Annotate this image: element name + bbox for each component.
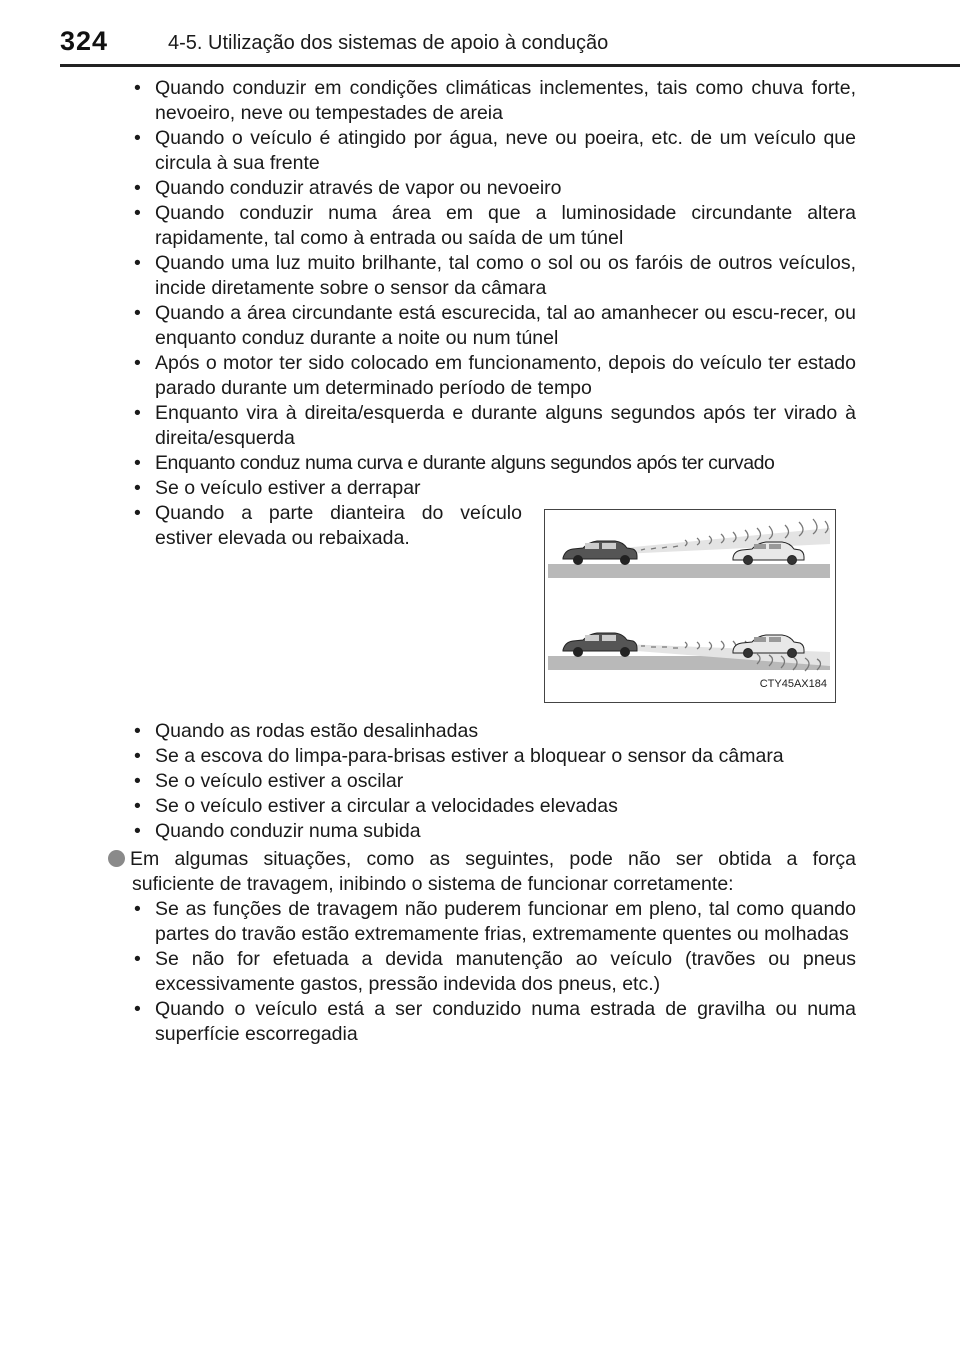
page-number: 324 [60, 26, 109, 56]
circle-paragraph: Em algumas situações, como as seguintes, pode não ser obtida a força suficiente de travagem, inibindo o sistema de funcionar corretamente: [108, 844, 856, 897]
figure-row [132, 501, 856, 719]
list-item: • Quando conduzir numa área em que a luminosidade circundante altera rapidamente, tal como à entrada ou saída de um túnel [134, 202, 856, 249]
figure-code: CTY45AX184 [759, 678, 827, 690]
list-item: • Quando as rodas estão desalinhadas [134, 720, 479, 742]
car-icon [563, 633, 637, 657]
list-item: • Quando conduzir em condições climáticas inclementes, tais como chuva forte, nevoeiro, neve ou tempestades de areia [134, 77, 856, 124]
list-item: • Se o veículo estiver a circular a velocidades elevadas [134, 795, 618, 817]
list-item: • Enquanto conduz numa curva e durante alguns segundos após ter curvado [134, 452, 775, 474]
section-title: 4-5. Utilização dos sistemas de apoio à condução [168, 32, 609, 54]
page-header [0, 0, 960, 68]
bullet-list-middle [132, 719, 856, 844]
list-item: • Se o veículo estiver a oscilar [134, 770, 404, 792]
list-item: • Quando a área circundante está escurecida, tal ao amanhecer ou escu-recer, ou enquanto conduz durante a noite ou num túnel [134, 302, 856, 349]
bullet-list-top [132, 76, 856, 501]
vehicle-camera-figure [544, 509, 836, 703]
list-item: • Após o motor ter sido colocado em funcionamento, depois do veículo ter estado parado durante um determinado período de tempo [134, 352, 856, 399]
list-item: • Se a escova do limpa-para-brisas estiver a bloquear o sensor da câmara [134, 745, 784, 767]
circle-bullet-icon [108, 850, 125, 867]
list-item: • Quando conduzir através de vapor ou nevoeiro [134, 177, 562, 199]
list-item: • Quando uma luz muito brilhante, tal como o sol ou os faróis de outros veículos, incide diretamente sobre o sensor da câmara [134, 252, 856, 299]
list-item: • Quando conduzir numa subida [134, 820, 421, 842]
list-item: • Se as funções de travagem não puderem funcionar em pleno, tal como quando partes do travão estão extremamente frias, extremamente quentes ou molhadas [134, 898, 856, 945]
page-content [132, 76, 856, 1047]
list-item: • Enquanto vira à direita/esquerda e durante alguns segundos após ter virado à direita/esquerda [134, 402, 856, 449]
list-item: • Quando a parte dianteira do veículo estiver elevada ou rebaixada. [134, 502, 522, 549]
header-rule [60, 64, 960, 67]
car-icon [563, 541, 637, 565]
bullet-list-bottom [132, 897, 856, 1047]
list-item: • Quando o veículo é atingido por água, neve ou poeira, etc. de um veículo que circula à sua frente [134, 127, 856, 174]
list-item: • Se o veículo estiver a derrapar [134, 477, 421, 499]
list-item: • Se não for efetuada a devida manutenção ao veículo (travões ou pneus excessivamente gastos, pressão indevida dos pneus, etc.) [134, 948, 856, 995]
list-item: • Quando o veículo está a ser conduzido numa estrada de gravilha ou numa superfície escorregadia [134, 998, 856, 1045]
figure-side-text [132, 501, 522, 551]
